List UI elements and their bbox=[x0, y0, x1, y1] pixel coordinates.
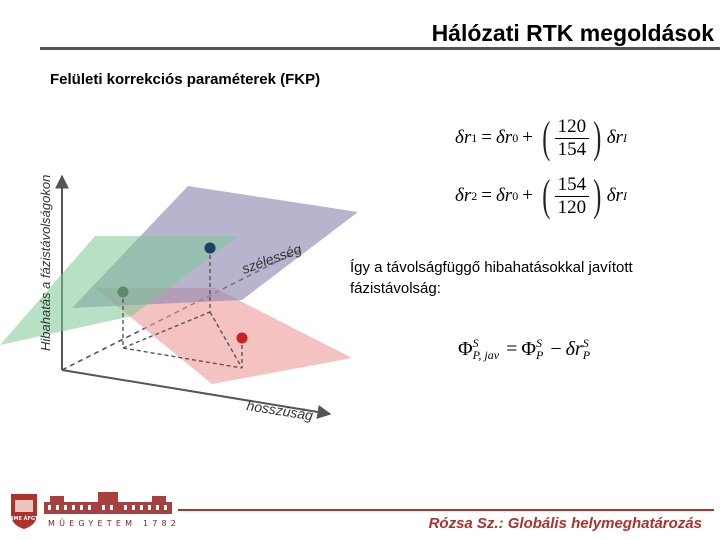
formula-equals: = bbox=[506, 337, 518, 360]
formula-fraction bbox=[555, 116, 590, 161]
university-caption: MŰEGYETEM 1782 bbox=[48, 519, 181, 528]
formula-rhs1: Φ bbox=[521, 337, 536, 360]
point-green bbox=[118, 287, 129, 298]
section-subtitle: Felületi korrekciós paraméterek (FKP) bbox=[50, 71, 321, 88]
fraction-numerator: 120 bbox=[555, 116, 590, 139]
formula-rhs1-sub: P bbox=[535, 348, 544, 362]
formula-rhs2: δr bbox=[565, 337, 583, 360]
description-text: Így a távolságfüggő hibahatásokkal javított fázistávolság: bbox=[350, 259, 633, 297]
footer-rule bbox=[178, 509, 714, 511]
formula-delta-r1 bbox=[455, 113, 627, 163]
formula-lhs-sub: 1 bbox=[471, 130, 478, 145]
formula-tail-sub: I bbox=[622, 130, 627, 145]
formula-equals: = bbox=[481, 185, 492, 207]
formula-lhs: Φ bbox=[458, 337, 473, 360]
formula-rhs2-sup: S bbox=[582, 336, 589, 350]
point-blue bbox=[205, 243, 216, 254]
point-red bbox=[237, 333, 248, 344]
formula-lhs-sub: 2 bbox=[471, 188, 478, 203]
formula-tail-sub: I bbox=[622, 188, 627, 203]
formula-plus: + bbox=[522, 185, 533, 207]
formula-fraction-group: ( $\frac{154}{120}$ ) bbox=[542, 171, 602, 221]
formula-lhs-sup: S bbox=[472, 336, 479, 350]
university-shield-logo bbox=[9, 492, 39, 530]
formula-term0-sub: 0 bbox=[512, 130, 519, 145]
formula-term0: δr bbox=[495, 185, 513, 207]
fraction-denominator: 120 bbox=[557, 196, 587, 218]
axis-label-width: szélesség bbox=[239, 240, 304, 277]
footer-credit: Rózsa Sz.: Globális helymeghatározás bbox=[428, 515, 702, 532]
shield-text: BME ÁFGT bbox=[9, 516, 39, 522]
formula-plus: + bbox=[522, 127, 533, 149]
formula-delta-r2 bbox=[455, 171, 627, 221]
formula-fraction-group: ( $\frac{120}{154}$ ) bbox=[542, 113, 602, 163]
formula-lhs: δr bbox=[455, 185, 472, 207]
formula-rhs2-sub: P bbox=[582, 348, 591, 362]
formula-term0: δr bbox=[495, 127, 513, 149]
formula-phase-corrected bbox=[458, 337, 590, 361]
fraction-numerator: 154 bbox=[555, 174, 590, 197]
university-building-logo bbox=[44, 492, 172, 516]
formula-rhs1-sup: S bbox=[535, 336, 542, 350]
formula-tail: δr bbox=[606, 185, 623, 207]
axis-label-vertical: Hibahatás a fázistávolságokon bbox=[38, 174, 53, 351]
formula-fraction bbox=[555, 174, 590, 219]
formula-minus: − bbox=[550, 337, 562, 360]
formula-tail: δr bbox=[606, 127, 623, 149]
formula-lhs: δr bbox=[455, 127, 472, 149]
formula-equals: = bbox=[481, 127, 492, 149]
formula-lhs-sub: P, jav bbox=[472, 348, 500, 362]
fraction-denominator: 154 bbox=[557, 138, 587, 160]
page-title: Hálózati RTK megoldások bbox=[431, 20, 714, 46]
title-rule bbox=[40, 47, 720, 50]
axis-label-length: hosszúság bbox=[245, 397, 315, 424]
fkp-plane-diagram bbox=[0, 170, 360, 430]
formula-term0-sub: 0 bbox=[512, 188, 519, 203]
